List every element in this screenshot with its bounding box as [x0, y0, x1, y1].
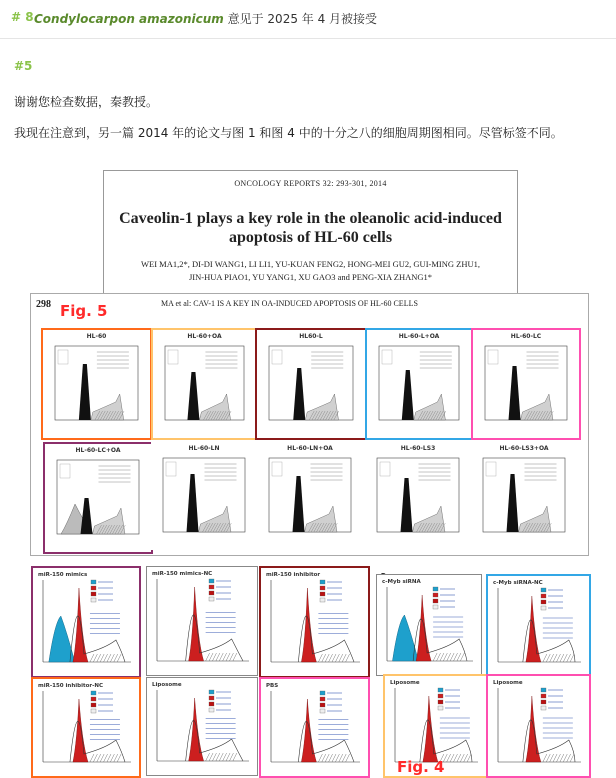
paper-authors-line-2: JIN-HUA PIAO1, YU YANG1, XU GAO3 and PENG-XIA ZHANG1* — [188, 272, 433, 282]
histogram-plot — [153, 330, 256, 438]
fig5-panel — [151, 442, 257, 550]
histogram-plot — [43, 330, 150, 438]
fig5-panel — [471, 442, 577, 550]
fig5-panel-label: HL-60-LC+OA — [75, 447, 121, 454]
fig5-panel-label: HL-60-LS3+OA — [499, 445, 549, 452]
fig5-panel — [365, 328, 473, 440]
fig4-panel-label: c-Myb siRNA-NC — [493, 580, 543, 586]
paper-title — [104, 209, 517, 247]
fig4-panel — [259, 566, 370, 678]
histogram-plot — [147, 678, 257, 775]
histogram-plot — [257, 442, 363, 550]
histogram-plot — [367, 330, 471, 438]
topic-header — [0, 0, 616, 39]
fig5-panel — [257, 442, 363, 550]
histogram-plot — [257, 330, 365, 438]
fig4-panel-label: Liposome — [390, 680, 420, 686]
fig4-panel-label: miR-150 mimics — [38, 572, 88, 578]
journal-citation: ONCOLOGY REPORTS 32: 293-301, 2014 — [234, 179, 387, 188]
fig4-panel-label: c-Myb siRNA — [382, 579, 421, 585]
fig4-panel-label: PBS — [266, 683, 279, 689]
histogram-plot — [151, 442, 257, 550]
fig4-panel-label: miR-150 inhibitor-NC — [38, 683, 103, 689]
topic-title-suffix: 意见于 2025 年 4 月被接受 — [223, 12, 378, 26]
fig4-panel — [31, 566, 141, 678]
fig5-panel-label: HL-60+OA — [187, 333, 222, 340]
fig5-panel — [471, 328, 581, 440]
fig4-panel-label: Liposome — [493, 680, 523, 686]
paper-authors — [104, 258, 517, 284]
fig5-panel-label: HL-60-LN — [188, 445, 220, 452]
fig4-panel — [146, 566, 258, 676]
histogram-plot — [488, 676, 589, 776]
topic-index: # 8 — [11, 10, 34, 24]
post-paragraph-2: 我现在注意到，另一篇 2014 年的论文与图 1 和图 4 中的十分之八的细胞周期图相同。尽管标签不同。 — [14, 126, 563, 140]
fig5-panel-label: HL-60-L+OA — [398, 333, 440, 340]
histogram-plot — [147, 567, 257, 675]
paper-authors-line-1: WEI MA1,2*, DI-DI WANG1, LI LI1, YU-KUAN FENG2, HONG-MEI GU2, GUI-MING ZHU1, — [140, 259, 480, 269]
histogram-plot — [261, 679, 368, 776]
histogram-plot — [471, 442, 577, 550]
histogram-plot — [365, 442, 471, 550]
fig4-panel — [146, 677, 258, 776]
fig5-panel — [43, 442, 153, 554]
topic-title[interactable] — [34, 10, 377, 27]
fig5-panel-label: HL60-L — [299, 333, 323, 340]
fig5-panel — [255, 328, 367, 440]
histogram-plot — [261, 568, 368, 676]
fig5-panel-label: HL-60-LN+OA — [287, 445, 333, 452]
fig5-panel-label: HL-60 — [86, 333, 107, 340]
histogram-plot — [377, 575, 481, 675]
fig5-panel — [41, 328, 152, 440]
running-header: MA et al: CAV-1 IS A KEY IN OA-INDUCED APOPTOSIS OF HL-60 CELLS — [161, 299, 418, 308]
post-paragraph-1: 谢谢您检查数据，秦教授。 — [14, 95, 159, 109]
fig4-panel-label: Liposome — [152, 682, 182, 688]
fig4-panel-label: miR-150 mimics-NC — [152, 571, 213, 577]
histogram-plot — [488, 576, 589, 676]
fig4-panel — [259, 677, 370, 778]
figure-4-image[interactable] — [30, 565, 587, 774]
paper-header-image[interactable] — [103, 170, 518, 298]
histogram-plot — [45, 444, 151, 552]
paper-title-line-1: Caveolin-1 plays a key role in the oleanolic acid-induced — [119, 210, 502, 227]
page-number: 298 — [36, 299, 51, 310]
fig-5-annotation: Fig. 5 — [60, 302, 108, 320]
histogram-plot — [33, 679, 139, 776]
fig4-panel — [486, 674, 591, 778]
fig5-panel — [365, 442, 471, 550]
fig4-panel-label: miR-150 inhibitor — [266, 572, 321, 578]
species-name: Condylocarpon amazonicum — [34, 12, 224, 26]
histogram-plot — [473, 330, 579, 438]
fig5-panel — [151, 328, 258, 440]
fig5-panel-label: HL-60-LS3 — [400, 445, 436, 452]
fig4-panel — [31, 677, 141, 778]
fig5-panel-label: HL-60-LC — [510, 333, 542, 340]
fig4-panel — [486, 574, 591, 678]
fig4-panel — [376, 574, 482, 676]
histogram-plot — [33, 568, 139, 676]
paper-title-line-2: apoptosis of HL-60 cells — [228, 229, 393, 246]
post-number[interactable]: #5 — [14, 59, 33, 73]
fig-4-annotation: Fig. 4 — [397, 758, 445, 776]
figure-5-image[interactable] — [30, 293, 589, 556]
